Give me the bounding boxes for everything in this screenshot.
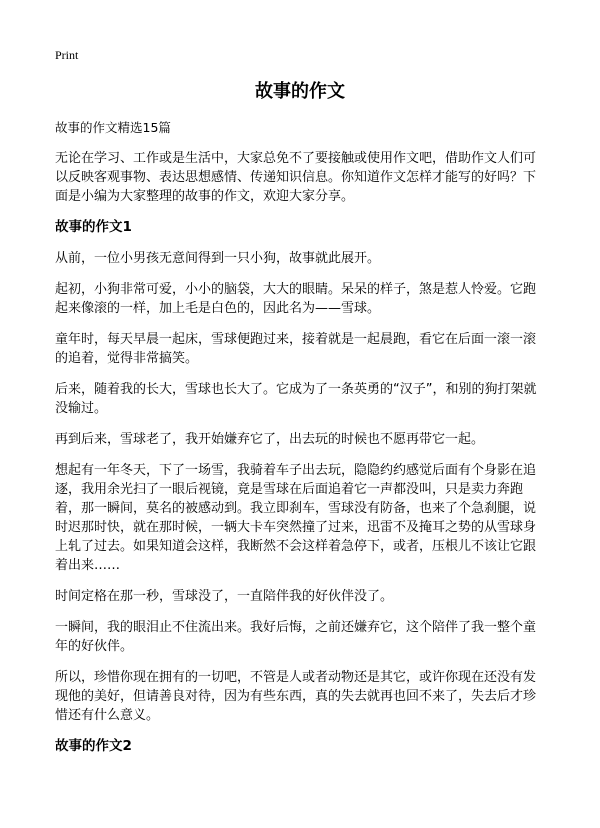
paragraph: 童年时，每天早晨一起床，雪球便跑过来，接着就是一起晨跑，看它在后面一滚一滚的追着，觉得非常搞笑。 — [55, 332, 537, 366]
article-body — [55, 120, 547, 768]
paragraph: 起初，小狗非常可爱，小小的脑袋，大大的眼睛。呆呆的样子，煞是惹人怜爱。它跑起来像滚的一样，加上毛是白色的，因此名为——雪球。 — [55, 282, 537, 316]
paragraph: 时间定格在那一秒，雪球没了，一直陪伴我的好伙伴没了。 — [55, 589, 394, 604]
section-heading-1: 故事的作文1 — [55, 219, 132, 235]
print-link[interactable]: Print — [55, 48, 79, 62]
paragraph: 所以，珍惜你现在拥有的一切吧，不管是人或者动物还是其它，或许你现在还没有发现他的美好，但请善良对待，因为有些东西，真的失去就再也回不来了，失去后才珍惜还有什么意义。 — [55, 670, 537, 723]
paragraph: 从前，一位小男孩无意间得到一只小狗，故事就此展开。 — [55, 251, 381, 266]
section-heading-2: 故事的作文2 — [55, 738, 132, 754]
paragraph: 想起有一年冬天，下了一场雪，我骑着车子出去玩，隐隐约约感觉后面有个身影在追逐，我用余光扫了一眼后视镜，竟是雪球在后面追着它一声都没叫，只是卖力奔跑着，那一瞬间，莫名的被感动到。我立即刹车，雪球没有防备，也来了个急刹腿，说时迟那时快，就在那时候，一辆大卡车突然撞了过来，迅雷不及掩耳之势的从雪球身上轧了过去。如果知道会这样，我断然不会这样着急停下，或者，压根儿不该让它跟着出来…… — [55, 463, 537, 573]
paragraph: 后来，随着我的长大，雪球也长大了。它成为了一条英勇的“汉子”，和别的狗打架就没输过。 — [55, 382, 537, 416]
paragraph: 一瞬间，我的眼泪止不住流出来。我好后悔，之前还嫌弃它，这个陪伴了我一整个童年的好伙伴。 — [55, 620, 537, 654]
article-subtitle: 故事的作文精选15篇 — [55, 120, 171, 135]
intro-paragraph: 无论在学习、工作或是生活中，大家总免不了要接触或使用作文吧，借助作文人们可以反映客观事物、表达思想感情、传递知识信息。你知道作文怎样才能写的好吗？下面是小编为大家整理的故事的作文，欢迎大家分享。 — [55, 151, 537, 204]
paragraph: 再到后来，雪球老了，我开始嫌弃它了，出去玩的时候也不愿再带它一起。 — [55, 432, 485, 447]
page-title: 故事的作文 — [255, 81, 345, 102]
